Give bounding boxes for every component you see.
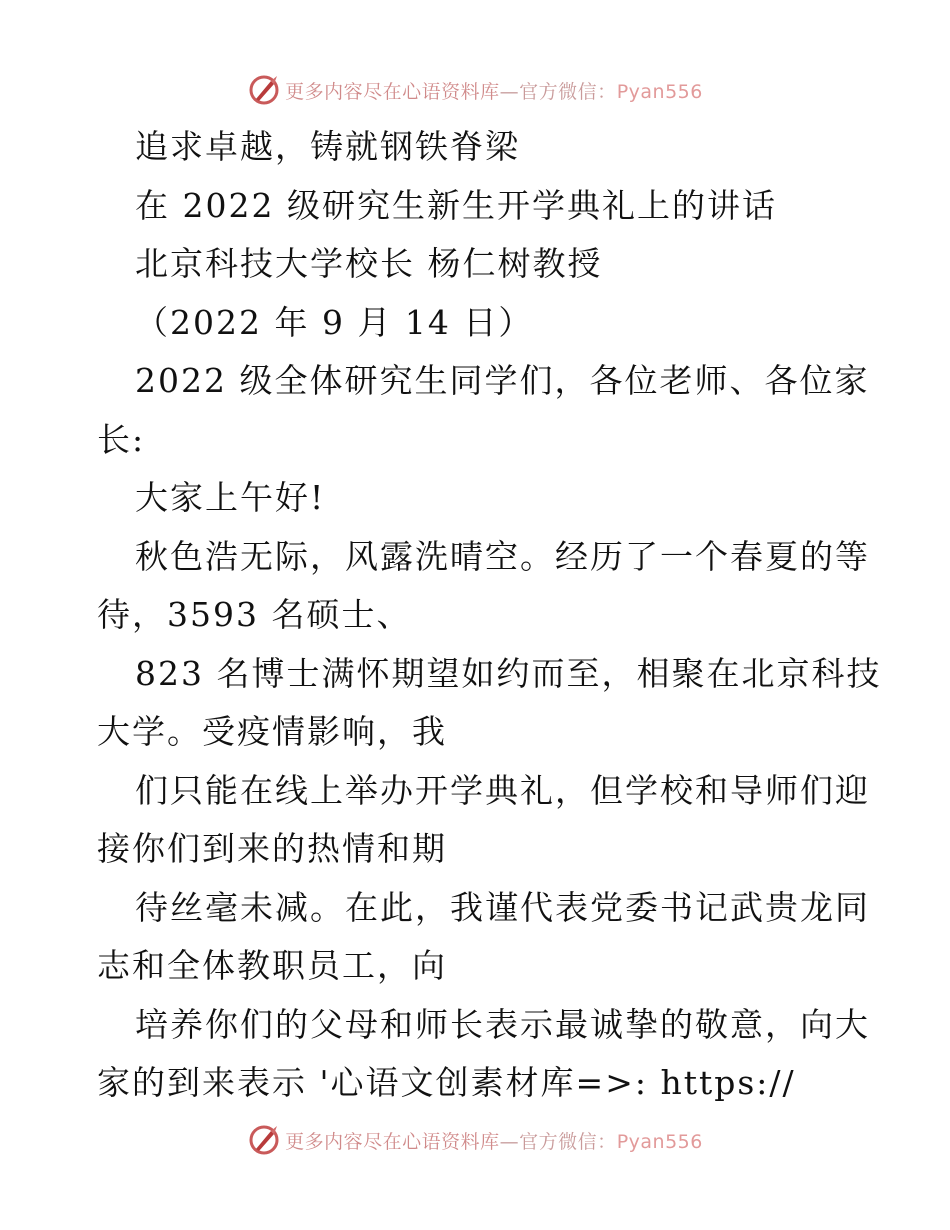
text-line: 大家上午好! bbox=[135, 478, 326, 517]
banner-dash: — bbox=[499, 1130, 520, 1153]
quill-logo-icon bbox=[247, 73, 281, 107]
banner-text bbox=[285, 1127, 703, 1154]
text-line: 接你们到来的热情和期 bbox=[97, 829, 447, 868]
text-line: 家的到来表示 '心语文创素材库=>: https:// bbox=[97, 1063, 796, 1102]
document-body bbox=[97, 118, 882, 1113]
text-line: 823 名博士满怀期望如约而至，相聚在北京科技 bbox=[135, 653, 882, 693]
banner-wechat-id: Pyan556 bbox=[616, 1130, 703, 1153]
banner-dash: — bbox=[499, 80, 520, 103]
text-line: 们只能在线上举办开学典礼，但学校和导师们迎 bbox=[135, 770, 870, 810]
text-line: 待，3593 名硕士、 bbox=[97, 595, 412, 634]
text-line: （2022 年 9 月 14 日） bbox=[135, 302, 534, 342]
quill-logo-icon bbox=[247, 1123, 281, 1157]
header-banner bbox=[0, 72, 950, 108]
footer-banner bbox=[0, 1122, 950, 1158]
text-line: 北京科技大学校长 杨仁树教授 bbox=[135, 244, 603, 283]
text-line: 长: bbox=[97, 419, 146, 459]
text-line: 大学。受疫情影响，我 bbox=[97, 712, 447, 751]
text-line: 志和全体教职员工，向 bbox=[97, 946, 447, 985]
text-line: 待丝毫未减。在此，我谨代表党委书记武贵龙同 bbox=[135, 887, 870, 927]
text-line: 2022 级全体研究生同学们，各位老师、各位家 bbox=[135, 361, 870, 400]
banner-main-text: 更多内容尽在心语资料库 bbox=[285, 80, 500, 103]
banner-wechat-label: 官方微信： bbox=[519, 1130, 617, 1153]
banner-wechat-label: 官方微信： bbox=[519, 80, 617, 103]
text-line: 在 2022 级研究生新生开学典礼上的讲话 bbox=[135, 185, 777, 225]
text-line: 秋色浩无际，风露洗晴空。经历了一个春夏的等 bbox=[135, 536, 870, 576]
text-line: 追求卓越，铸就钢铁脊梁 bbox=[135, 127, 520, 166]
banner-wechat-id: Pyan556 bbox=[616, 80, 703, 103]
text-line: 培养你们的父母和师长表示最诚挚的敬意，向大 bbox=[135, 1004, 870, 1044]
banner-text bbox=[285, 77, 703, 104]
banner-main-text: 更多内容尽在心语资料库 bbox=[285, 1130, 500, 1153]
